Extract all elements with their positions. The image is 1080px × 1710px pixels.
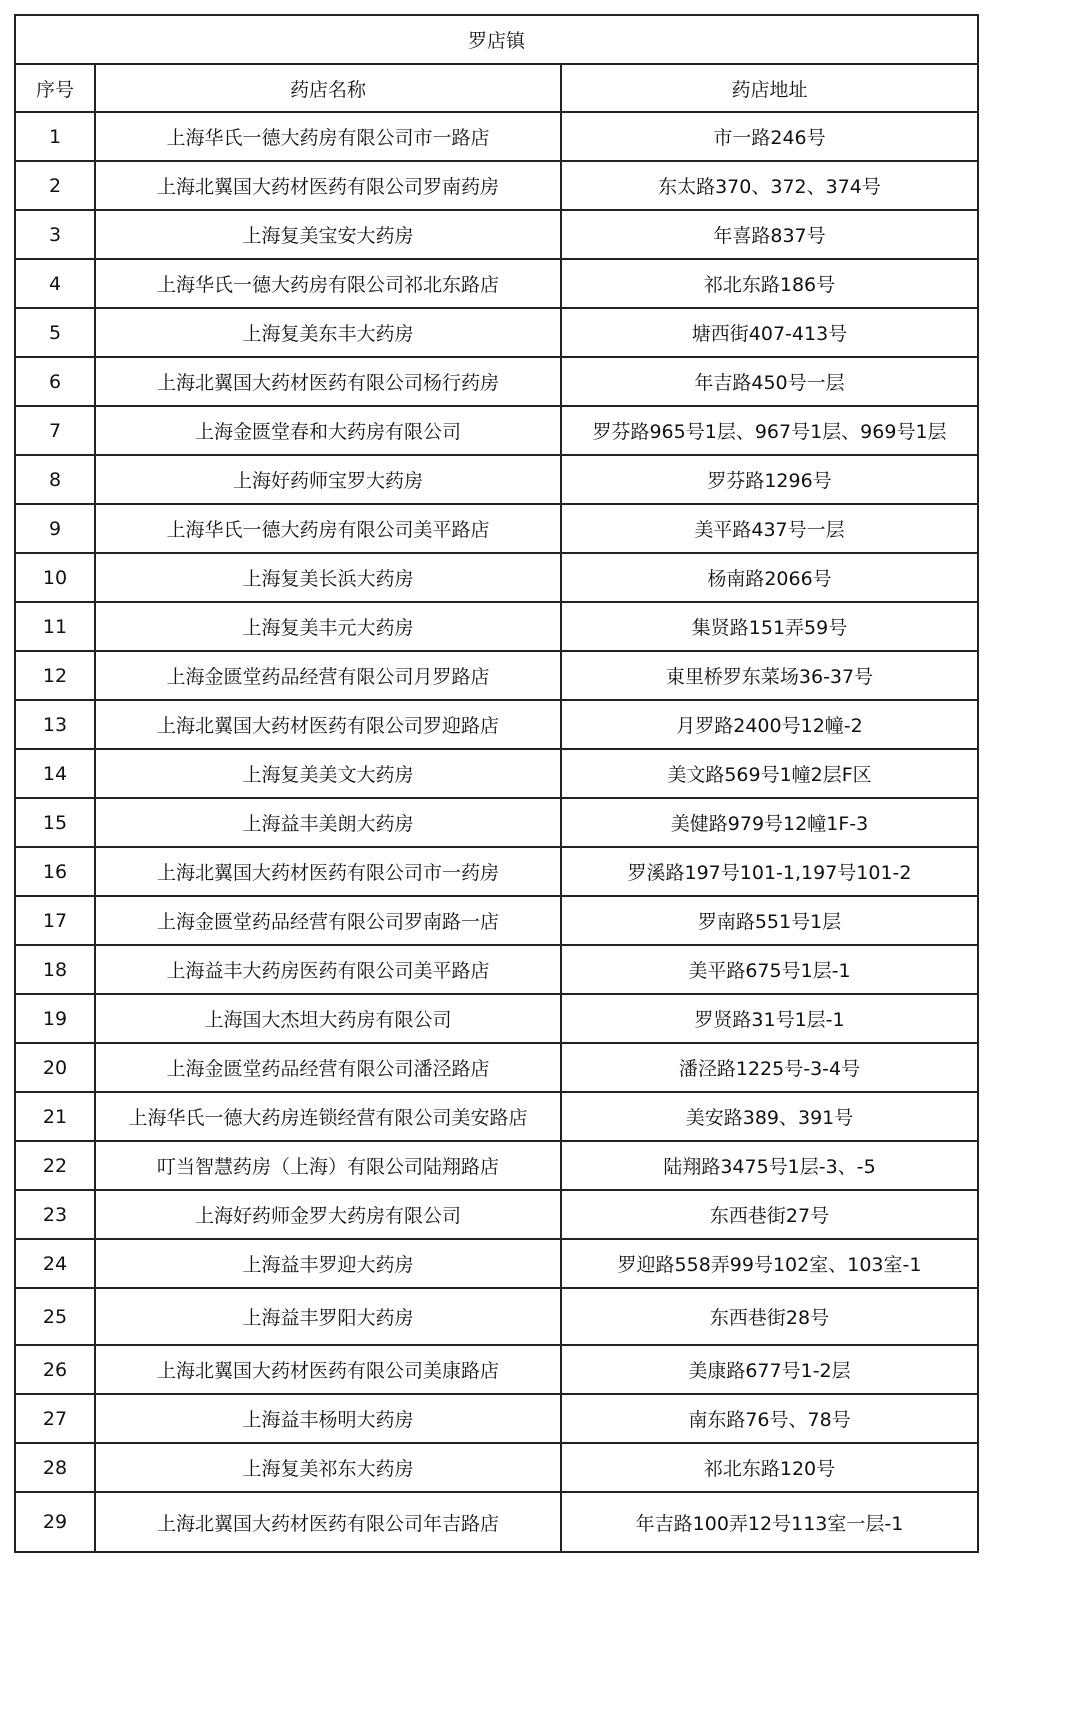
cell-pharmacy-name: 上海北翼国大药材医药有限公司杨行药房 bbox=[95, 357, 561, 406]
table-row bbox=[15, 896, 978, 945]
table-body bbox=[15, 112, 978, 1552]
cell-pharmacy-address: 美健路979号12幢1F-3 bbox=[561, 798, 978, 847]
table-header-row bbox=[15, 64, 978, 112]
cell-pharmacy-address: 东西巷街28号 bbox=[561, 1288, 978, 1345]
cell-number: 18 bbox=[15, 945, 95, 994]
cell-number: 14 bbox=[15, 749, 95, 798]
cell-number: 19 bbox=[15, 994, 95, 1043]
cell-pharmacy-name: 上海复美长浜大药房 bbox=[95, 553, 561, 602]
cell-pharmacy-address: 美安路389、391号 bbox=[561, 1092, 978, 1141]
cell-pharmacy-name: 上海益丰美朗大药房 bbox=[95, 798, 561, 847]
cell-number: 15 bbox=[15, 798, 95, 847]
cell-number: 8 bbox=[15, 455, 95, 504]
cell-pharmacy-address: 美平路437号一层 bbox=[561, 504, 978, 553]
cell-number: 20 bbox=[15, 1043, 95, 1092]
table-row bbox=[15, 1239, 978, 1288]
cell-pharmacy-name: 叮当智慧药房（上海）有限公司陆翔路店 bbox=[95, 1141, 561, 1190]
cell-number: 10 bbox=[15, 553, 95, 602]
cell-pharmacy-name: 上海北翼国大药材医药有限公司美康路店 bbox=[95, 1345, 561, 1394]
cell-pharmacy-address: 年吉路100弄12号113室一层-1 bbox=[561, 1492, 978, 1552]
cell-pharmacy-name: 上海复美祁东大药房 bbox=[95, 1443, 561, 1492]
cell-pharmacy-name: 上海好药师宝罗大药房 bbox=[95, 455, 561, 504]
cell-pharmacy-address: 市一路246号 bbox=[561, 112, 978, 161]
cell-pharmacy-name: 上海益丰罗迎大药房 bbox=[95, 1239, 561, 1288]
cell-pharmacy-name: 上海益丰罗阳大药房 bbox=[95, 1288, 561, 1345]
table-row bbox=[15, 308, 978, 357]
table-row bbox=[15, 602, 978, 651]
cell-number: 7 bbox=[15, 406, 95, 455]
cell-pharmacy-address: 陆翔路3475号1层-3、-5 bbox=[561, 1141, 978, 1190]
table-row bbox=[15, 1394, 978, 1443]
table-row bbox=[15, 1141, 978, 1190]
cell-number: 3 bbox=[15, 210, 95, 259]
table-row bbox=[15, 749, 978, 798]
cell-number: 2 bbox=[15, 161, 95, 210]
cell-pharmacy-address: 年吉路450号一层 bbox=[561, 357, 978, 406]
cell-pharmacy-name: 上海金匮堂药品经营有限公司罗南路一店 bbox=[95, 896, 561, 945]
table-row bbox=[15, 1288, 978, 1345]
table-row bbox=[15, 112, 978, 161]
cell-pharmacy-name: 上海金匮堂春和大药房有限公司 bbox=[95, 406, 561, 455]
table-row bbox=[15, 210, 978, 259]
cell-pharmacy-name: 上海金匮堂药品经营有限公司潘泾路店 bbox=[95, 1043, 561, 1092]
cell-pharmacy-name: 上海复美丰元大药房 bbox=[95, 602, 561, 651]
cell-number: 1 bbox=[15, 112, 95, 161]
cell-pharmacy-address: 罗南路551号1层 bbox=[561, 896, 978, 945]
cell-pharmacy-name: 上海北翼国大药材医药有限公司年吉路店 bbox=[95, 1492, 561, 1552]
cell-pharmacy-address: 美平路675号1层-1 bbox=[561, 945, 978, 994]
cell-pharmacy-name: 上海益丰杨明大药房 bbox=[95, 1394, 561, 1443]
cell-number: 29 bbox=[15, 1492, 95, 1552]
pharmacy-table-container bbox=[14, 14, 977, 1553]
cell-pharmacy-name: 上海国大杰坦大药房有限公司 bbox=[95, 994, 561, 1043]
cell-pharmacy-address: 年喜路837号 bbox=[561, 210, 978, 259]
cell-pharmacy-name: 上海好药师金罗大药房有限公司 bbox=[95, 1190, 561, 1239]
cell-pharmacy-address: 罗迎路558弄99号102室、103室-1 bbox=[561, 1239, 978, 1288]
table-row bbox=[15, 553, 978, 602]
cell-pharmacy-name: 上海复美美文大药房 bbox=[95, 749, 561, 798]
cell-number: 21 bbox=[15, 1092, 95, 1141]
cell-pharmacy-address: 潘泾路1225号-3-4号 bbox=[561, 1043, 978, 1092]
cell-number: 26 bbox=[15, 1345, 95, 1394]
cell-number: 22 bbox=[15, 1141, 95, 1190]
table-row bbox=[15, 651, 978, 700]
table-row bbox=[15, 945, 978, 994]
column-header-number: 序号 bbox=[15, 64, 95, 112]
table-row bbox=[15, 161, 978, 210]
cell-pharmacy-name: 上海华氏一德大药房有限公司祁北东路店 bbox=[95, 259, 561, 308]
cell-pharmacy-address: 美康路677号1-2层 bbox=[561, 1345, 978, 1394]
table-row bbox=[15, 406, 978, 455]
cell-pharmacy-address: 东太路370、372、374号 bbox=[561, 161, 978, 210]
cell-number: 23 bbox=[15, 1190, 95, 1239]
cell-number: 16 bbox=[15, 847, 95, 896]
cell-number: 11 bbox=[15, 602, 95, 651]
cell-pharmacy-address: 祁北东路120号 bbox=[561, 1443, 978, 1492]
cell-number: 27 bbox=[15, 1394, 95, 1443]
cell-pharmacy-name: 上海华氏一德大药房有限公司市一路店 bbox=[95, 112, 561, 161]
table-row bbox=[15, 700, 978, 749]
table-row bbox=[15, 259, 978, 308]
cell-pharmacy-name: 上海金匮堂药品经营有限公司月罗路店 bbox=[95, 651, 561, 700]
table-row bbox=[15, 455, 978, 504]
column-header-address: 药店地址 bbox=[561, 64, 978, 112]
cell-pharmacy-address: 杨南路2066号 bbox=[561, 553, 978, 602]
cell-number: 4 bbox=[15, 259, 95, 308]
cell-pharmacy-address: 祁北东路186号 bbox=[561, 259, 978, 308]
cell-pharmacy-name: 上海北翼国大药材医药有限公司罗南药房 bbox=[95, 161, 561, 210]
column-header-name: 药店名称 bbox=[95, 64, 561, 112]
cell-pharmacy-address: 塘西街407-413号 bbox=[561, 308, 978, 357]
cell-pharmacy-address: 罗贤路31号1层-1 bbox=[561, 994, 978, 1043]
cell-pharmacy-address: 東里桥罗东菜场36-37号 bbox=[561, 651, 978, 700]
cell-pharmacy-address: 罗芬路1296号 bbox=[561, 455, 978, 504]
cell-pharmacy-name: 上海复美宝安大药房 bbox=[95, 210, 561, 259]
table-row bbox=[15, 1043, 978, 1092]
cell-number: 13 bbox=[15, 700, 95, 749]
cell-pharmacy-address: 南东路76号、78号 bbox=[561, 1394, 978, 1443]
cell-number: 9 bbox=[15, 504, 95, 553]
table-row bbox=[15, 798, 978, 847]
cell-number: 6 bbox=[15, 357, 95, 406]
cell-number: 5 bbox=[15, 308, 95, 357]
cell-pharmacy-address: 罗芬路965号1层、967号1层、969号1层 bbox=[561, 406, 978, 455]
cell-pharmacy-address: 罗溪路197号101-1,197号101-2 bbox=[561, 847, 978, 896]
cell-number: 12 bbox=[15, 651, 95, 700]
cell-pharmacy-address: 美文路569号1幢2层F区 bbox=[561, 749, 978, 798]
table-row bbox=[15, 1190, 978, 1239]
table-row bbox=[15, 847, 978, 896]
cell-pharmacy-name: 上海华氏一德大药房有限公司美平路店 bbox=[95, 504, 561, 553]
cell-pharmacy-address: 月罗路2400号12幢-2 bbox=[561, 700, 978, 749]
table-row bbox=[15, 1492, 978, 1552]
cell-number: 24 bbox=[15, 1239, 95, 1288]
cell-pharmacy-name: 上海华氏一德大药房连锁经营有限公司美安路店 bbox=[95, 1092, 561, 1141]
table-row bbox=[15, 1345, 978, 1394]
table-row bbox=[15, 994, 978, 1043]
cell-number: 25 bbox=[15, 1288, 95, 1345]
cell-pharmacy-address: 集贤路151弄59号 bbox=[561, 602, 978, 651]
cell-pharmacy-name: 上海复美东丰大药房 bbox=[95, 308, 561, 357]
table-title-row bbox=[15, 15, 978, 64]
table-row bbox=[15, 357, 978, 406]
cell-pharmacy-name: 上海北翼国大药材医药有限公司罗迎路店 bbox=[95, 700, 561, 749]
table-row bbox=[15, 1443, 978, 1492]
cell-number: 17 bbox=[15, 896, 95, 945]
cell-pharmacy-address: 东西巷街27号 bbox=[561, 1190, 978, 1239]
pharmacy-table bbox=[14, 14, 979, 1553]
cell-pharmacy-name: 上海北翼国大药材医药有限公司市一药房 bbox=[95, 847, 561, 896]
table-title: 罗店镇 bbox=[15, 15, 978, 64]
cell-pharmacy-name: 上海益丰大药房医药有限公司美平路店 bbox=[95, 945, 561, 994]
table-row bbox=[15, 504, 978, 553]
cell-number: 28 bbox=[15, 1443, 95, 1492]
table-row bbox=[15, 1092, 978, 1141]
